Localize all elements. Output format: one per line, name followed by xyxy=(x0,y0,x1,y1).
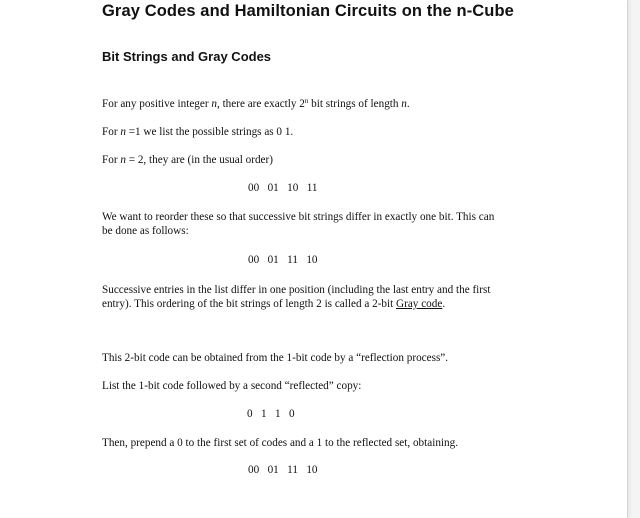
paragraph-bit-strings-count: For any positive integer n, there are exactly 2$^n$ bit strings of length n. xyxy=(102,97,410,110)
paragraph-n-equals-1: For n =1 we list the possible strings as 0 1. xyxy=(102,126,294,138)
paragraph-n-equals-2: For n = 2, they are (in the usual order) xyxy=(102,154,273,166)
paragraph-reorder: We want to reorder these so that successive bit strings differ in exactly one bit. This can be done as follows: xyxy=(102,211,495,237)
code-list-gray-2bit: 00 01 11 10 xyxy=(248,254,318,266)
paragraph-successive-entries: Successive entries in the list differ in one position (including the last entry and the first entry). This ordering of the bit strings of length 2 is called a 2-bit Gray code. xyxy=(102,284,491,310)
section-heading: Bit Strings and Gray Codes xyxy=(102,49,272,64)
paragraph-reflected-copy: List the 1-bit code followed by a second “reflected” copy: xyxy=(102,380,362,392)
paragraph-prepend: Then, prepend a 0 to the first set of codes and a 1 to the reflected set, obtaining. xyxy=(102,437,459,449)
gray-code-term: Gray code xyxy=(396,298,443,310)
paragraph-reflection-process: This 2-bit code can be obtained from the 1-bit code by a “reflection process”. xyxy=(102,352,449,364)
code-list-reflected: 0 1 1 0 xyxy=(247,408,295,420)
code-list-result: 00 01 11 10 xyxy=(248,464,318,476)
page-title: Gray Codes and Hamiltonian Circuits on the n-Cube xyxy=(102,2,514,20)
code-list-usual-order: 00 01 10 11 xyxy=(248,182,318,194)
